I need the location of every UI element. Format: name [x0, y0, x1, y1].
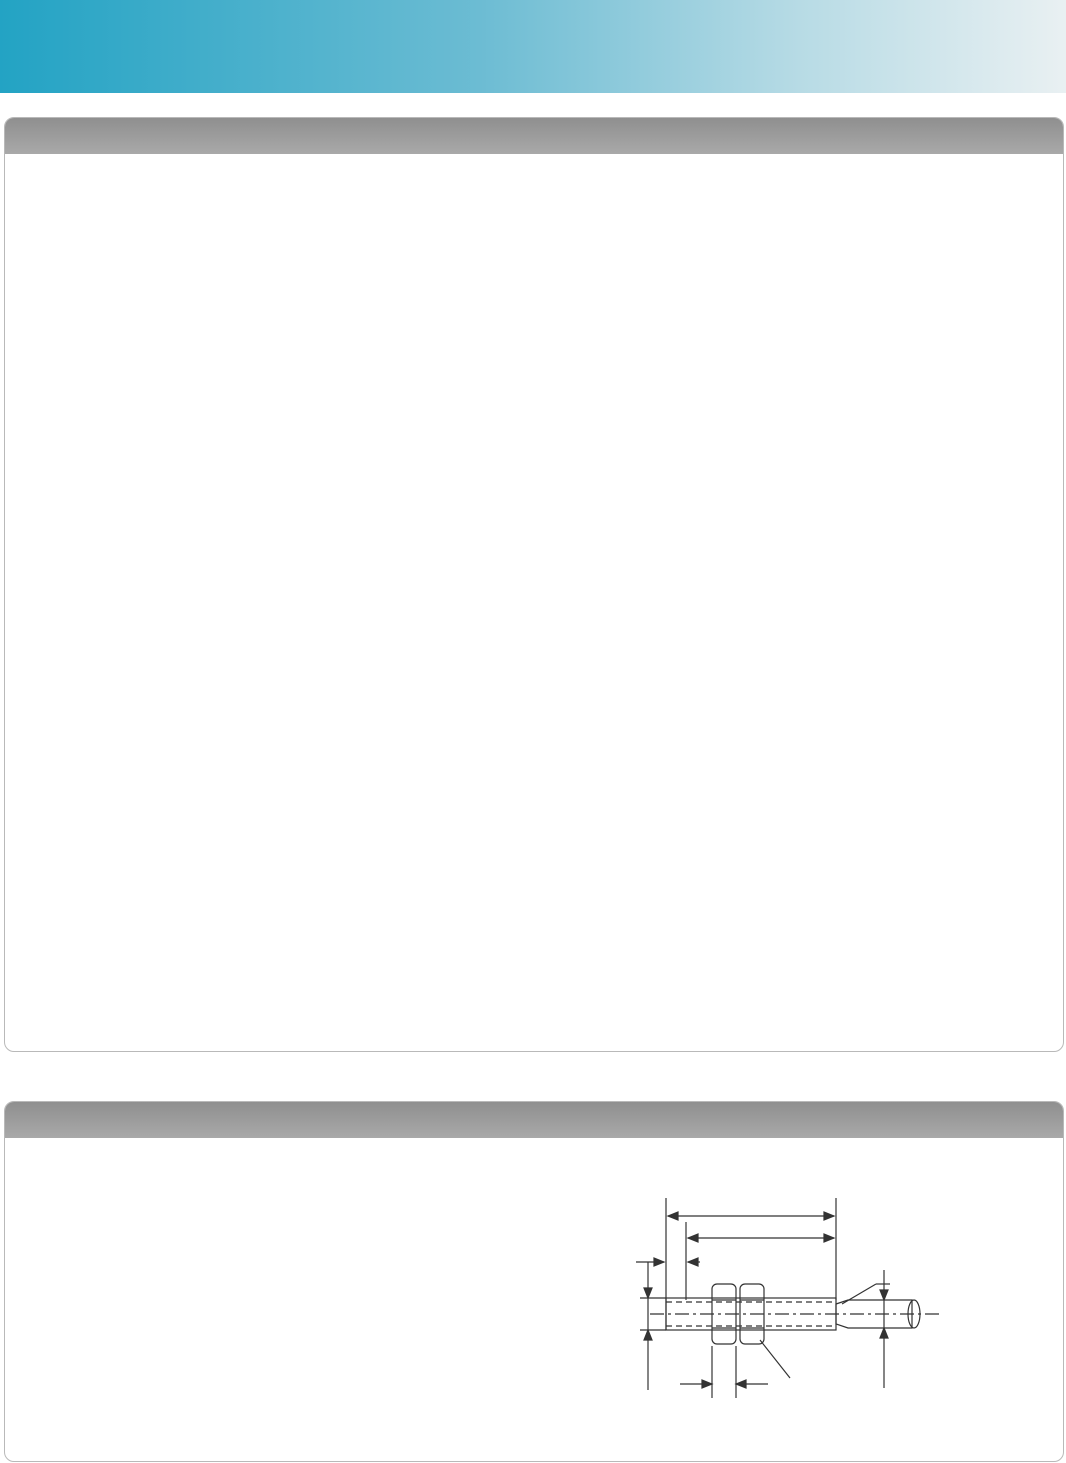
wiring-title	[5, 1102, 1063, 1138]
wiring-panel	[4, 1101, 1064, 1462]
page-header	[0, 0, 1066, 93]
params-title	[5, 118, 1063, 154]
product-params-panel	[4, 117, 1064, 1052]
